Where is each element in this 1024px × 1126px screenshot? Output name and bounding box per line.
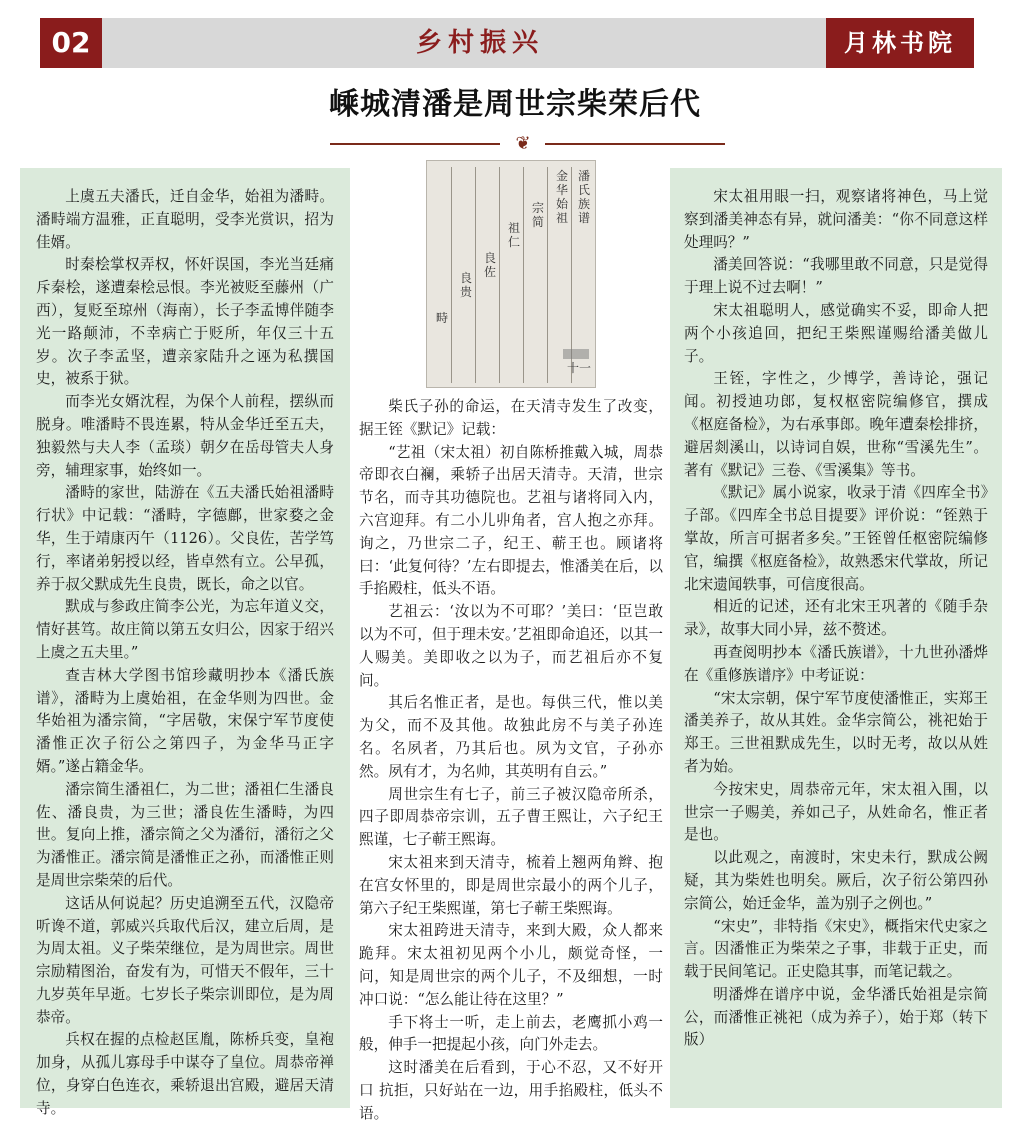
paragraph: 以此观之，南渡时，宋史未行，默成公阙疑，其为柴姓也明矣。厥后，次子衍公第四孙宗简公，始迁金华，盖为别子之例也。” (684, 849, 988, 912)
photo-caption: 金华始祖 (555, 169, 568, 225)
paragraph: “宋史”，非特指《宋史》，概指宋代史家之言。因潘惟正为柴荣之子事，非载于正史，而载于民间笔记。正史隐其事，而笔记载之。 (684, 917, 988, 981)
paragraph: 明潘烨在谱序中说，金华潘氏始祖是宗简公，而潘惟正祧祀（成为养子），始于郑（转下版） (684, 985, 988, 1049)
photo-caption: 良佐 (483, 251, 496, 279)
column-middle (357, 396, 665, 1122)
photo-caption: 祖仁 (507, 221, 520, 249)
column-right (670, 168, 1002, 1108)
paragraph: 潘畤的家世，陆游在《五夫潘氏始祖潘畤行状》中记载：“潘畤，字德鄜，世家婺之金华，生于靖康丙午（1126）。父良佐，苦学笃行，率诸弟躬授以经，皆卓然有立。公早孤，养于叔父默成先生良贵，既长，命之以官。 (36, 484, 334, 593)
paragraph: 宋太祖聪明人，感觉确实不妥，即命人把两个小孩追回，把纪王柴熙谨赐给潘美做儿子。 (684, 301, 988, 365)
paragraph: 默成与参政庄简李公光，为忘年道义交，情好甚笃。故庄简以第五女归公，因家于绍兴上虞之五夫里。” (36, 598, 334, 661)
brand-logo: 月林书院 (826, 18, 974, 68)
section-title: 乡村振兴 (415, 28, 544, 58)
paragraph: 时秦桧掌权弄权，怀奸误国，李光当廷痛斥秦桧，遂遭秦桧忌恨。李光被贬至藤州（广西），复贬至琼州（海南），长子李孟博伴随李光一路颠沛，不幸病亡于贬所，年仅三十五岁。次子李孟坚，遭亲家陆升之诬为私撰国史，被系于狱。 (36, 256, 334, 388)
ornament-icon: ❦ (515, 133, 531, 154)
paragraph: 潘宗简生潘祖仁，为二世；潘祖仁生潘良佐、潘良贵，为三世；潘良佐生潘畤，为四世。复向上推，潘宗简之父为潘衍，潘衍之父为潘惟正。潘宗简是潘惟正之孙，而潘惟正则是周世宗柴荣的后代。 (36, 780, 334, 889)
genealogy-photo (426, 160, 596, 388)
title-rule-left (330, 143, 500, 145)
photo-caption: 宗简 (531, 201, 544, 229)
photo-caption: 良贵 (459, 271, 472, 299)
photo-stamp: 十一 (567, 361, 592, 375)
paragraph: 艺祖云：‘汝以为不可耶？’美曰：‘臣岂敢以为不可，但于理未安。’艺祖即命追还，以其一人赐美。美即收之以为子，而艺祖后亦不复问。 (359, 603, 663, 689)
paragraph: 今按宋史，周恭帝元年，宋太祖入围，以世宗一子赐美，养如己子，从姓命名，惟正者是也。 (684, 780, 988, 844)
paragraph: 兵权在握的点检赵匡胤，陈桥兵变，皇袍加身，从孤儿寡母手中谋夺了皇位。周恭帝禅位，身穿白色连衣，乘轿退出宫殿，避居天清寺。 (36, 1031, 334, 1117)
article-title: 嵊城清潘是周世宗柴荣后代 (329, 87, 701, 122)
photo-seal-icon (563, 349, 589, 359)
paragraph: 而李光女婿沈程，为保个人前程，摆纵而脱身。唯潘畤不畏连累，特从金华迁至五夫，独毅然与夫人李（孟琰）朝夕在岳母管夫人身旁，辅理家事，始终如一。 (36, 393, 334, 479)
paragraph: 柴氏子孙的命运，在天清寺发生了改变，据王铚《默记》记载： (359, 398, 663, 438)
paragraph: 查吉林大学图书馆珍藏明抄本《潘氏族谱》，潘畤为上虞始祖，在金华则为四世。金华始祖为潘宗简，“字居敬，宋保宁军节度使潘惟正次子衍公之第四子，为金华马正字婿。”遂占籍金华。 (36, 666, 334, 775)
paragraph: “艺祖（宋太祖）初自陈桥推戴入城，周恭帝即衣白襕，乘轿子出居天清寺。天清，世宗节名，而寺其功德院也。艺祖与诸将同入内，六宫迎拜。有二小儿丱角者，宫人抱之亦拜。询之，乃世宗二子，纪王、蕲王也。顾诸将曰：‘此复何待？’左右即提去，惟潘美在后，以手掐殿柱，低头不语。 (359, 443, 663, 598)
paragraph: 潘美回答说：“我哪里敢不同意，只是觉得于理上说不过去啊！” (684, 256, 988, 297)
paragraph: 再查阅明抄本《潘氏族谱》，十九世孙潘烨在《重修族谱序》中考证说： (684, 643, 988, 684)
paragraph: 《默记》属小说家，收录于清《四库全书》子部。《四库全书总目提要》评价说：“铚熟于掌故，所言可据者多矣。”王铚曾任枢密院编修官，编撰《枢庭备检》，故熟悉宋代掌故，所记北宋遗闻轶事，可信度很高。 (684, 484, 988, 593)
paragraph: 王铚，字性之，少博学，善诗论，强记闻。初授迪功郎，复权枢密院编修官，撰成《枢庭备检》，为右承事郎。晚年遭秦桧排挤，避居剡溪山，以诗词自娱，世称“雪溪先生”。著有《默记》三卷、《雪溪集》等书。 (684, 370, 988, 479)
photo-caption: 畤 (435, 311, 448, 325)
paragraph: 上虞五夫潘氏，迁自金华，始祖为潘畤。潘畤端方温雅，正直聪明，受李光赏识，招为佳婿。 (36, 188, 334, 251)
photo-caption: 潘氏族谱 (577, 169, 590, 225)
title-rule-right (545, 143, 725, 145)
paragraph: 宋太祖跨进天清寺，来到大殿，众人都来跪拜。宋太祖初见两个小儿，颇觉奇怪，一问，知是周世宗的两个儿子，不及细想，一时冲口说：“怎么能让待在这里？” (359, 922, 663, 1008)
column-left (20, 168, 350, 1117)
paragraph: 周世宗生有七子，前三子被汉隐帝所杀，四子即周恭帝宗训，五子曹王熙让，六子纪王熙谨，七子蕲王熙诲。 (359, 785, 663, 849)
paragraph: 其后名惟正者，是也。每供三代，惟以美为父，而不及其他。故独此房不与美子孙连名。名夙者，乃其后也。夙为文官，子孙亦然。夙有才，为名帅，其英明有自云。” (359, 694, 663, 780)
page-number: 02 (40, 18, 102, 68)
paragraph: “宋太宗朝，保宁军节度使潘惟正，实郑王潘美养子，故从其姓。金华宗简公，祧祀始于郑王。三世祖默成先生，以时无考，故以从姓者为始。 (684, 689, 988, 775)
paragraph: 这时潘美在后看到，于心不忍，又不好开口 抗拒，只好站在一边，用手掐殿柱，低头不语。 (359, 1059, 663, 1122)
paragraph: 宋太祖用眼一扫，观察诸将神色，马上觉察到潘美神态有异，就问潘美：“你不同意这样处理吗？” (684, 188, 988, 251)
paragraph: 宋太祖来到天清寺，梳着上翘两角辫、抱在宫女怀里的，即是周世宗最小的两个儿子，第六子纪王柴熙谨，第七子蕲王柴熙诲。 (359, 853, 663, 917)
paragraph: 这话从何说起？历史追溯至五代，汉隐帝听谗不道，郭威兴兵取代后汉，建立后周，是为周太祖。义子柴荣继位，是为周世宗。周世宗励精图治，奋发有为，可惜天不假年，三十九岁英年早逝。七岁长子柴宗训即位，是为周恭帝。 (36, 894, 334, 1026)
paragraph: 相近的记述，还有北宋王巩著的《随手杂录》，故事大同小异，兹不赘述。 (684, 598, 988, 639)
paragraph: 手下将士一听，走上前去，老鹰抓小鸡一般，伸手一把提起小孩，向门外走去。 (359, 1013, 663, 1054)
